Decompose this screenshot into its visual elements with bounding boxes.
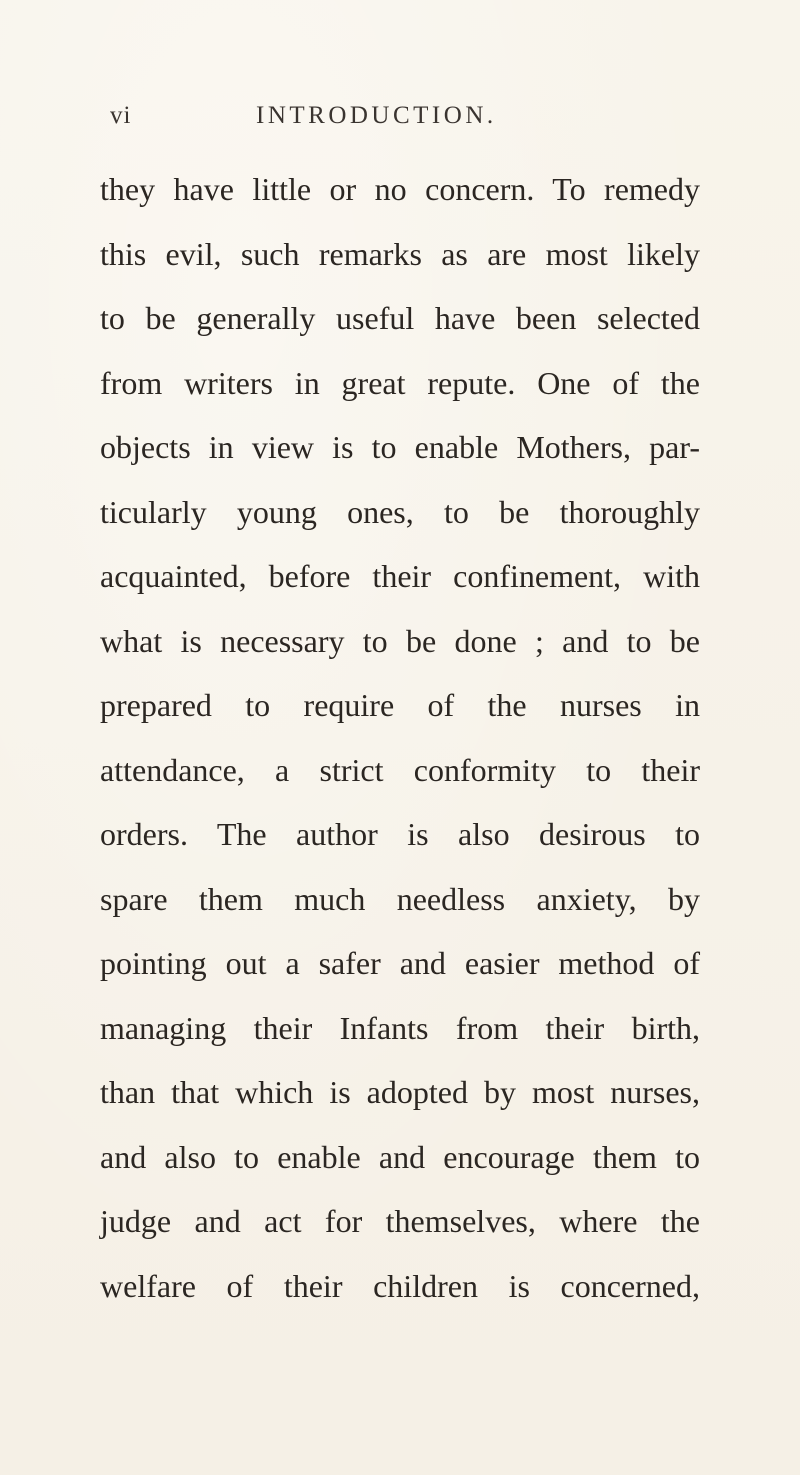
text-line: ticularly young ones, to be thoroughly bbox=[100, 493, 700, 530]
text-line: spare them much needless anxiety, by bbox=[100, 880, 700, 917]
text-line: acquainted, before their confinement, with bbox=[100, 558, 700, 594]
text-line: this evil, such remarks as are most likely bbox=[100, 235, 700, 272]
page-number: vi bbox=[110, 102, 132, 129]
text-line: managing their Infants from their birth, bbox=[100, 1009, 700, 1046]
text-line: they have little or no concern. To remedy bbox=[100, 171, 700, 207]
text-line: to be generally useful have been selected bbox=[100, 300, 700, 336]
text-line: attendance, a strict conformity to their bbox=[100, 751, 700, 788]
text-line: prepared to require of the nurses in bbox=[100, 687, 700, 723]
text-line: what is necessary to be done ; and to be bbox=[100, 622, 700, 659]
page-header bbox=[110, 102, 710, 142]
text-line: judge and act for themselves, where the bbox=[100, 1203, 700, 1239]
text-line: and also to enable and encourage them to bbox=[100, 1138, 700, 1175]
text-line: welfare of their children is concerned, bbox=[100, 1267, 700, 1304]
text-line: objects in view is to enable Mothers, par- bbox=[100, 429, 700, 465]
text-line: from writers in great repute. One of the bbox=[100, 364, 700, 401]
running-head: INTRODUCTION. bbox=[256, 102, 497, 129]
text-line: orders. The author is also desirous to bbox=[100, 816, 700, 852]
text-line: pointing out a safer and easier method of bbox=[100, 945, 700, 981]
body-text bbox=[100, 157, 700, 1318]
text-line: than that which is adopted by most nurses, bbox=[100, 1074, 700, 1110]
